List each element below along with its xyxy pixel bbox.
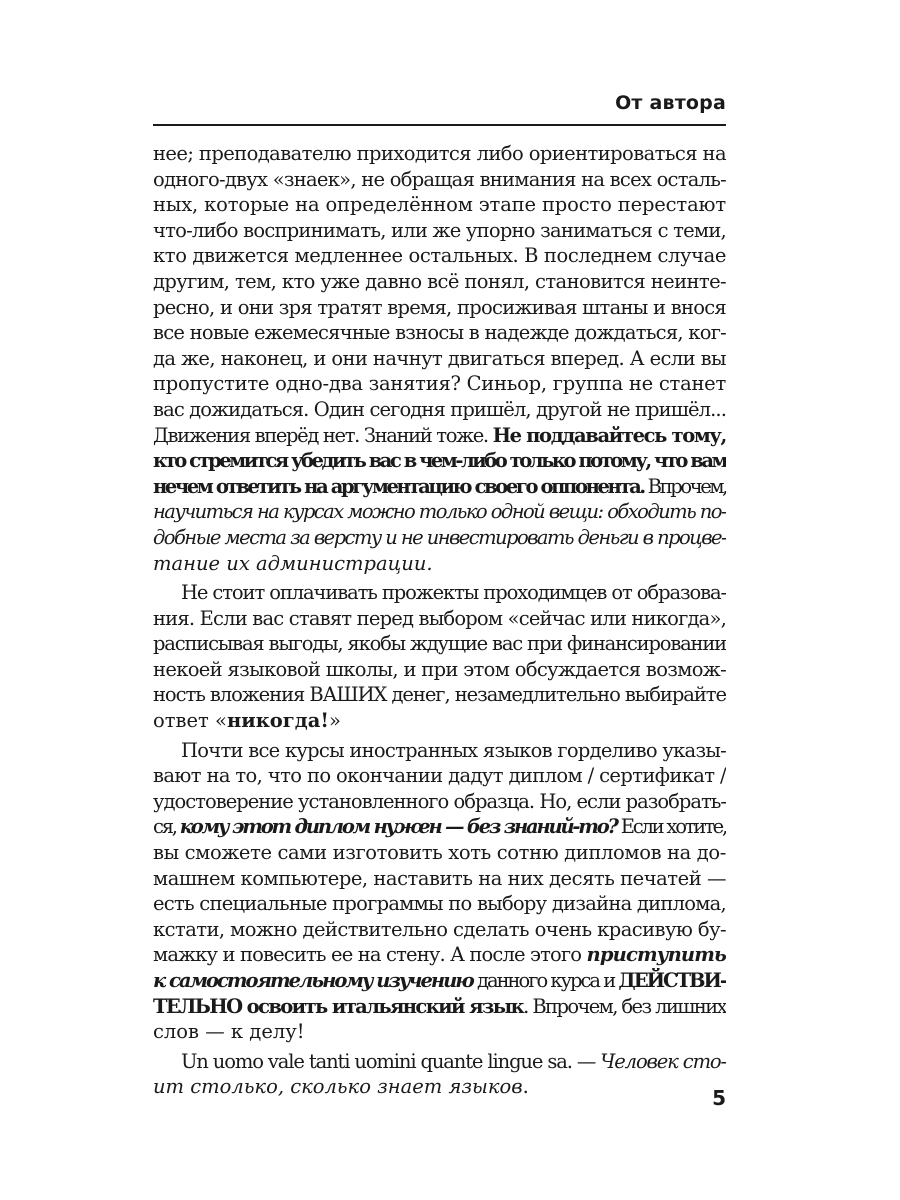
text-line xyxy=(153,1019,726,1045)
text-run: Если хотите, xyxy=(616,815,726,839)
text-line xyxy=(153,606,726,632)
text-run: ния. Если вас ставят перед выбором «сейчас или никогда», xyxy=(153,606,726,630)
text-run: ответ « xyxy=(153,709,227,733)
text-run: . xyxy=(522,1075,529,1099)
text-run: ит столько, сколько знает языков xyxy=(153,1075,523,1099)
text-run: Un uomo vale tanti uomini quante lingue sa. — xyxy=(181,1049,601,1073)
text-run: расписывая выгоды, якобы ждущие вас при финансировании xyxy=(153,632,726,656)
text-run: Впрочем, xyxy=(643,474,726,498)
text-run: приступить xyxy=(586,943,726,967)
text-run: ся, xyxy=(153,815,180,839)
text-run: вают на то, что по окончании дадут диплом / сертификат / xyxy=(153,764,726,788)
text-line xyxy=(153,994,726,1020)
text-run: Движения вперёд нет. Знаний тоже. xyxy=(153,423,493,447)
text-run: никогда! xyxy=(226,709,329,733)
text-line xyxy=(153,657,726,683)
text-run: Не стоит оплачивать прожекты проходимцев от образова- xyxy=(181,581,726,605)
text-line xyxy=(153,738,726,764)
text-run: добные места за версту и не инвестировать деньги в процве- xyxy=(153,525,726,549)
text-run: данного курса и xyxy=(472,969,619,992)
paragraph xyxy=(153,738,726,1045)
text-line xyxy=(153,631,726,657)
text-line xyxy=(153,423,726,449)
text-line xyxy=(153,167,726,193)
body-text xyxy=(153,141,726,1104)
text-run: пропустите одно-два занятия? Синьор, группа не станет xyxy=(153,372,726,396)
text-run: . Впрочем, без лишних xyxy=(523,994,726,1018)
text-run: что-либо воспринимать, или же упорно заниматься с теми, xyxy=(153,218,726,242)
text-run: ных, которые на определённом этапе просто перестают xyxy=(153,193,726,217)
text-run: нечем ответить на аргументацию своего оппонента. xyxy=(153,474,644,498)
text-line xyxy=(153,295,726,321)
text-run: другим, тем, кто уже давно всё понял, становится неинте- xyxy=(153,269,726,293)
running-header-title: От автора xyxy=(615,92,726,114)
text-line xyxy=(153,1074,726,1100)
text-line xyxy=(153,891,726,917)
text-line xyxy=(153,320,726,346)
text-line xyxy=(153,1049,726,1075)
text-line xyxy=(153,192,726,218)
text-line xyxy=(153,243,726,269)
text-line xyxy=(153,840,726,866)
text-run: ресно, и они зря тратят время, просиживая штаны и внося xyxy=(153,295,726,319)
text-line xyxy=(153,866,726,892)
text-line xyxy=(153,814,726,840)
text-run: вас дожидаться. Один сегодня пришёл, другой не пришёл... xyxy=(153,397,726,421)
page-number: 5 xyxy=(712,1086,726,1110)
text-line xyxy=(153,346,726,372)
text-line xyxy=(153,789,726,815)
text-line xyxy=(153,580,726,606)
text-line xyxy=(153,682,726,708)
text-line xyxy=(153,141,726,167)
text-line xyxy=(153,499,726,525)
text-run: да же, наконец, и они начнут двигаться вперед. А если вы xyxy=(153,346,726,370)
text-run: Почти все курсы иностранных языков горделиво указы- xyxy=(181,738,726,762)
text-run: кстати, можно действительно сделать очень красивую бу- xyxy=(153,917,726,941)
text-run: тание их администрации. xyxy=(153,551,433,575)
text-run: ТЕЛЬНО освоить итальянский язык xyxy=(153,994,524,1018)
text-run: кто стремится убедить вас в чем-либо только потому, что вам xyxy=(153,449,726,473)
text-line xyxy=(153,269,726,295)
text-run: ность вложения ВАШИХ денег, незамедлительно выбирайте xyxy=(153,683,726,707)
text-run: Не поддавайтесь тому, xyxy=(492,423,726,447)
text-run: кто движется медленнее остальных. В последнем случае xyxy=(153,244,726,268)
text-line xyxy=(153,474,726,500)
text-run: Человек сто- xyxy=(600,1049,726,1073)
text-run: научиться на курсах можно только одной вещи: обходить по- xyxy=(153,500,726,524)
text-run: слов — к делу! xyxy=(153,1020,305,1044)
text-run: некоей языковой школы, и при этом обсуждается возмож- xyxy=(153,657,726,681)
text-line xyxy=(153,525,726,551)
text-run: все новые ежемесячные взносы в надежде дождаться, ког- xyxy=(153,321,726,345)
paragraph xyxy=(153,141,726,576)
text-run: » xyxy=(328,709,341,733)
text-run: удостоверение установленного образца. Но, если разобрать- xyxy=(153,789,726,813)
text-run: к самостоятельному изучению xyxy=(153,969,473,992)
text-line xyxy=(153,448,726,474)
text-run: мажку и повесить ее на стену. А после этого xyxy=(153,943,587,967)
header-rule xyxy=(153,124,726,126)
text-line xyxy=(153,708,726,734)
text-line xyxy=(153,968,726,994)
text-line xyxy=(153,218,726,244)
text-run: ДЕЙСТВИ- xyxy=(618,969,726,992)
text-line xyxy=(153,371,726,397)
text-line xyxy=(153,763,726,789)
text-run: кому этот диплом нужен — без знаний-то? xyxy=(179,815,617,839)
paragraph xyxy=(153,580,726,734)
text-line xyxy=(153,917,726,943)
text-run: вы сможете сами изготовить хоть сотню дипломов на до- xyxy=(153,841,726,865)
text-run: машнем компьютере, наставить на них десять печатей — xyxy=(153,866,726,890)
text-run: нее; преподавателю приходится либо ориентироваться на xyxy=(153,142,726,165)
text-run: есть специальные программы по выбору дизайна диплома, xyxy=(153,892,726,916)
text-line xyxy=(153,397,726,423)
paragraph xyxy=(153,1049,726,1100)
text-run: одного-двух «знаек», не обращая внимания на всех осталь- xyxy=(153,167,726,191)
text-line xyxy=(153,942,726,968)
text-line xyxy=(153,551,726,577)
